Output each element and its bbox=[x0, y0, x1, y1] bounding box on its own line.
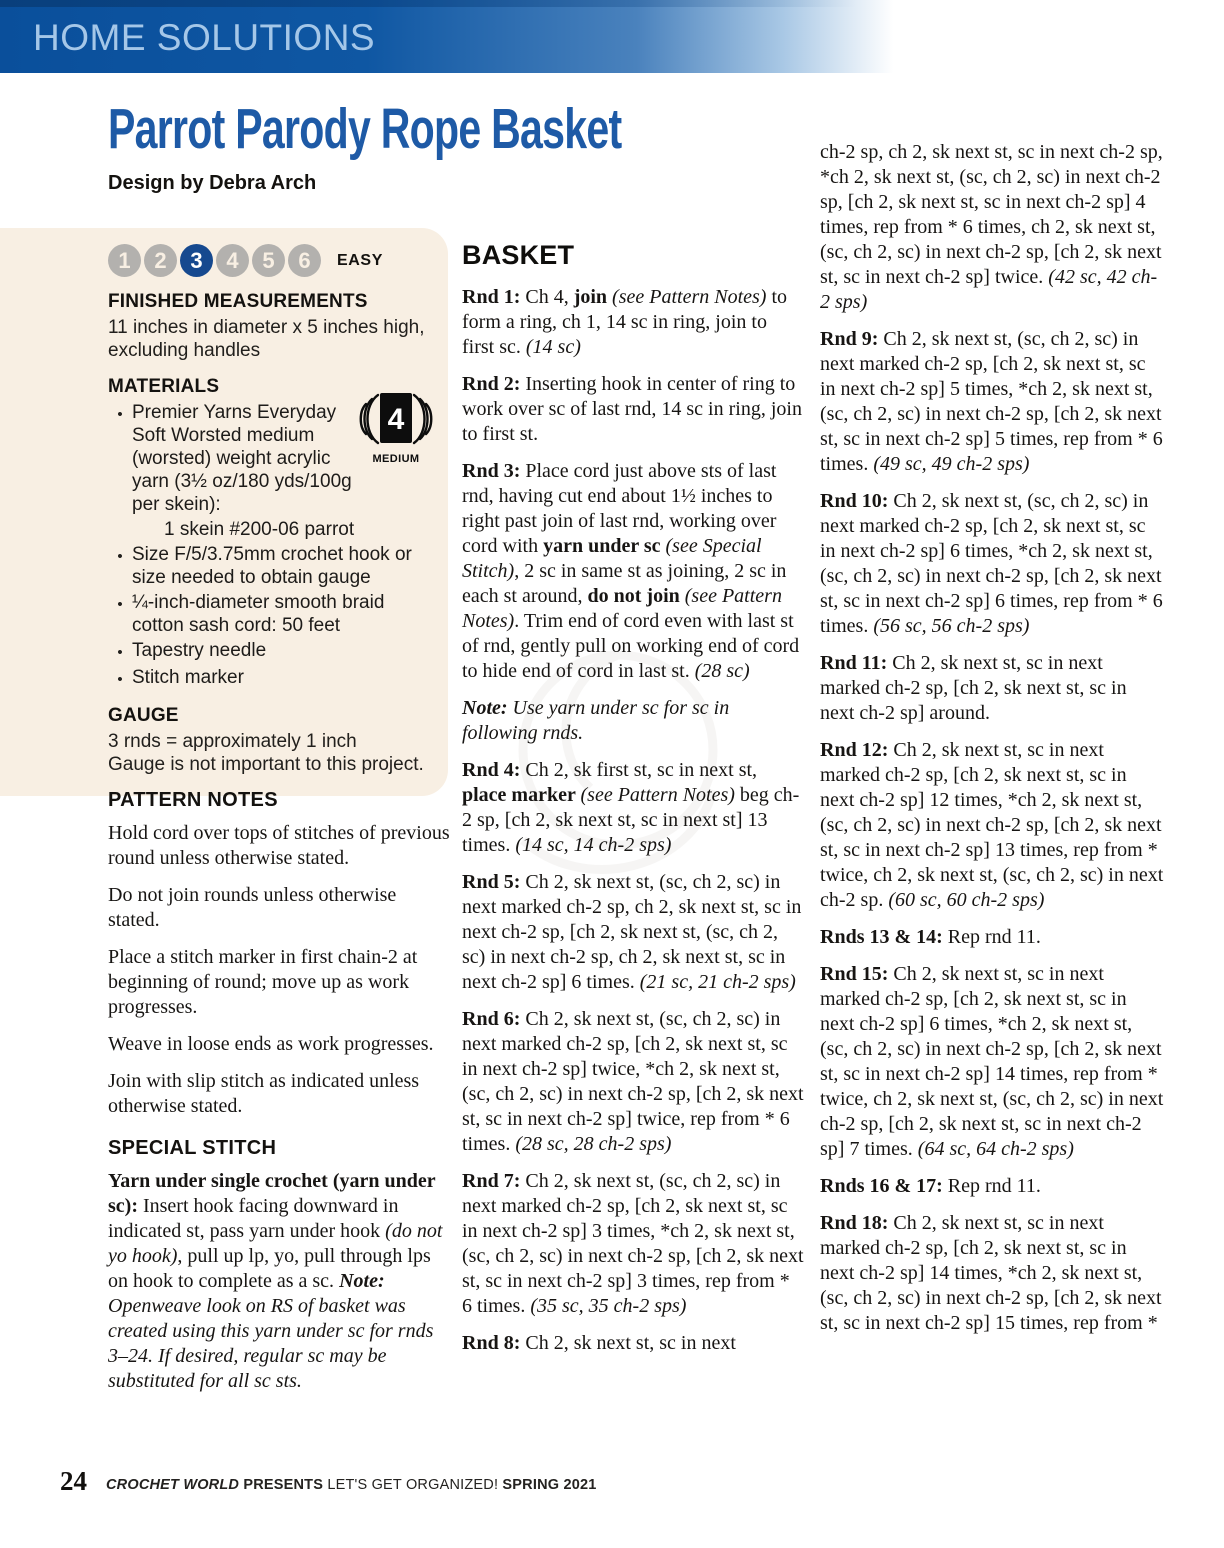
paragraph bbox=[820, 962, 1164, 1162]
skill-circle-6: 6 bbox=[288, 244, 321, 277]
basket-instructions-1 bbox=[462, 285, 804, 1356]
text-run: , pull up lp, yo, pull through lps on hook to complete as a sc. bbox=[108, 1245, 431, 1292]
left-column bbox=[108, 789, 450, 1394]
yarn-weight-icon bbox=[352, 392, 440, 465]
text-run: (see Special Stitch) bbox=[462, 535, 762, 582]
text-run: PRESENTS bbox=[239, 1477, 324, 1493]
text-run: to form a ring, ch 1, 14 sc in ring, join to first sc. bbox=[462, 286, 788, 358]
skill-circle-4: 4 bbox=[216, 244, 249, 277]
paragraph bbox=[820, 489, 1164, 639]
text-run: (60 sc, 60 ch-2 sps) bbox=[888, 889, 1045, 911]
text-run: Do not join rounds unless otherwise stated. bbox=[108, 884, 397, 931]
text-run: Ch 2, sk first st, sc in next st, bbox=[525, 759, 758, 781]
text-line: Gauge is not important to this project. bbox=[108, 754, 424, 775]
text-run: (28 sc, 28 ch-2 sps) bbox=[515, 1133, 672, 1155]
paragraph bbox=[462, 1331, 804, 1356]
material-text: ¼-inch-diameter smooth braid cotton sash cord: 50 feet bbox=[132, 592, 385, 636]
material-subtext: 1 skein #200-06 parrot bbox=[164, 519, 355, 540]
text-run: do not join bbox=[587, 585, 685, 607]
page-title: Parrot Parody Rope Basket bbox=[108, 97, 622, 161]
page-number: 24 bbox=[60, 1466, 87, 1496]
text-line: 3 rnds = approximately 1 inch bbox=[108, 731, 357, 752]
text-run: CROCHET WORLD bbox=[106, 1477, 240, 1493]
text-run: (28 sc) bbox=[694, 660, 750, 682]
bullet-icon: • bbox=[117, 596, 123, 613]
text-run: join bbox=[573, 286, 613, 308]
paragraph bbox=[462, 1169, 804, 1319]
text-run: Ch 2, sk next st, sc in next marked ch-2 sp, [ch 2, sk next st, sc in next ch-2 sp] around. bbox=[820, 652, 1127, 724]
text-run: Openweave look on RS of basket was created using this yarn under sc for rnds 3–24. If desired, regular sc may be substituted for all sc sts. bbox=[108, 1295, 434, 1392]
text-run: Rnd 15: bbox=[820, 963, 894, 985]
bullet-icon: • bbox=[117, 671, 123, 688]
paragraph bbox=[462, 1007, 804, 1157]
info-box bbox=[0, 228, 448, 796]
text-run: Rnd 8: bbox=[462, 1332, 526, 1354]
text-run: Rnd 1: bbox=[462, 286, 526, 308]
text-run: Use yarn under sc for sc in following rnds. bbox=[462, 697, 730, 744]
text-run: Ch 2, sk next st, sc in next bbox=[525, 1332, 736, 1354]
materials-heading: MATERIALS bbox=[108, 376, 220, 397]
text-run: Rnd 5: bbox=[462, 871, 526, 893]
text-run: beg ch-2 sp, [ch 2, sk next st, sc in next st] 13 times. bbox=[462, 784, 800, 856]
material-item bbox=[108, 639, 434, 664]
pattern-notes-heading: PATTERN NOTES bbox=[108, 789, 278, 811]
skill-circles bbox=[108, 244, 324, 277]
text-run: Rnd 12: bbox=[820, 739, 894, 761]
text-run: Weave in loose ends as work progresses. bbox=[108, 1033, 434, 1055]
paragraph bbox=[462, 372, 804, 447]
material-item bbox=[108, 591, 434, 637]
skill-level-indicator bbox=[108, 244, 434, 277]
text-run: Rnd 18: bbox=[820, 1212, 894, 1234]
text-run: (see Pattern Notes) bbox=[462, 585, 782, 632]
text-run: Yarn under single crochet (yarn under sc): bbox=[108, 1170, 436, 1217]
text-run: (42 sc, 42 ch-2 sps) bbox=[820, 266, 1158, 313]
middle-column bbox=[462, 240, 804, 1356]
paragraph bbox=[108, 1032, 450, 1057]
text-run: (14 sc, 14 ch-2 sps) bbox=[515, 834, 672, 856]
special-stitch bbox=[108, 1169, 450, 1394]
finished-measurements-heading: FINISHED MEASUREMENTS bbox=[108, 291, 368, 312]
designer-name: Debra Arch bbox=[209, 172, 317, 194]
skill-circle-1: 1 bbox=[108, 244, 141, 277]
text-run: Rnd 2: bbox=[462, 373, 526, 395]
yarn-weight-label: MEDIUM bbox=[372, 453, 420, 465]
material-item bbox=[108, 543, 434, 589]
yarn-weight-number: 4 bbox=[387, 403, 405, 436]
material-text: Premier Yarns Everyday Soft Worsted medium (worsted) weight acrylic yarn (3½ oz/180 yds/100g per skein): bbox=[132, 402, 352, 515]
text-run: Join with slip stitch as indicated unless otherwise stated. bbox=[108, 1070, 420, 1117]
footer-text bbox=[106, 1477, 597, 1493]
text-run: Place cord just above sts of last rnd, having cut end about 1½ inches to right past join of last rnd, working over cord with bbox=[462, 460, 777, 557]
text-run: Ch 2, sk next st, sc in next marked ch-2 sp, [ch 2, sk next st, sc in next ch-2 sp] 12 times, *ch 2, sk next st, (sc, ch 2, sc) in next ch-2 sp, [ch 2, sk next st, sc in next ch-2 sp] 13 times, rep from * twice, ch 2, sk next st, (sc, ch 2, sc) in next ch-2 sp. bbox=[820, 739, 1164, 911]
paragraph bbox=[108, 1169, 450, 1394]
basket-heading: BASKET bbox=[462, 240, 575, 270]
paragraph bbox=[462, 758, 804, 858]
text-run: Rnd 3: bbox=[462, 460, 526, 482]
text-run: Ch 2, sk next st, (sc, ch 2, sc) in next marked ch-2 sp, ch 2, sk next st, sc in next ch-2 sp, [ch 2, sk next st, (sc, ch 2, sc) in next ch-2 sp, ch 2, sk next st, sc in next ch-2 sp] 6 times. bbox=[462, 871, 802, 993]
text-run: Ch 2, sk next st, (sc, ch 2, sc) in next marked ch-2 sp, [ch 2, sk next st, sc in next ch-2 sp] 5 times, *ch 2, sk next st, (sc, ch 2, sc) in next ch-2 sp, [ch 2, sk next st, sc in next ch-2 sp] 5 times, rep from * 6 times. bbox=[820, 328, 1163, 475]
text-run: (35 sc, 35 ch-2 sps) bbox=[530, 1295, 687, 1317]
material-text: Size F/5/3.75mm crochet hook or size needed to obtain gauge bbox=[132, 544, 412, 588]
paragraph bbox=[820, 327, 1164, 477]
paragraph bbox=[108, 883, 450, 933]
paragraph bbox=[462, 696, 804, 746]
text-run: Inserting hook in center of ring to work over sc of last rnd, 14 sc in ring, join to first st. bbox=[462, 373, 802, 445]
text-run: Rnds 13 & 14: bbox=[820, 926, 948, 948]
text-run: ch-2 sp, ch 2, sk next st, sc in next ch-2 sp, *ch 2, sk next st, (sc, ch 2, sc) in next ch-2 sp, [ch 2, sk next st, sc in next ch-2 sp] 4 times, rep from * 6 times, ch 2, sk next st, (sc, ch 2, sc) in next ch-2 sp, [ch 2, sk next st, sc in next ch-2 sp] twice. bbox=[820, 141, 1163, 288]
bullet-icon: • bbox=[117, 644, 123, 661]
paragraph bbox=[462, 870, 804, 995]
skill-circle-3: 3 bbox=[180, 244, 213, 277]
text-run: Rnd 4: bbox=[462, 759, 526, 781]
text-run: (see Pattern Notes) bbox=[612, 286, 772, 308]
text-run: yarn under sc bbox=[543, 535, 666, 557]
text-run: Rnd 6: bbox=[462, 1008, 526, 1030]
text-run: Rnd 9: bbox=[820, 328, 884, 350]
text-run: Note: bbox=[462, 697, 513, 719]
bullet-icon: • bbox=[117, 406, 123, 423]
text-run: SPRING 2021 bbox=[502, 1477, 597, 1493]
text-run: Ch 2, sk next st, sc in next marked ch-2 sp, [ch 2, sk next st, sc in next ch-2 sp] 6 times, *ch 2, sk next st, (sc, ch 2, sc) in next ch-2 sp, [ch 2, sk next st, sc in next ch-2 sp] 14 times, rep from * twice, ch 2, sk next st, (sc, ch 2, sc) in next ch-2 sp, [ch 2, sk next st, sc in next ch-2 sp] 7 times. bbox=[820, 963, 1164, 1160]
text-run: (56 sc, 56 ch-2 sps) bbox=[873, 615, 1030, 637]
skill-circle-5: 5 bbox=[252, 244, 285, 277]
paragraph bbox=[820, 140, 1164, 315]
text-run: Note: bbox=[339, 1270, 385, 1292]
text-run: Ch 2, sk next st, (sc, ch 2, sc) in next marked ch-2 sp, [ch 2, sk next st, sc in next ch-2 sp] 3 times, *ch 2, sk next st, (sc, ch 2, sc) in next ch-2 sp, [ch 2, sk next st, sc in next ch-2 sp] 3 times, rep from * 6 times. bbox=[462, 1170, 804, 1317]
text-run: place marker bbox=[462, 784, 581, 806]
text-run: . Trim end of cord even with last st of rnd, gently pull on working end of cord to hide end of cord in last st. bbox=[462, 610, 800, 682]
byline bbox=[108, 172, 316, 195]
paragraph bbox=[108, 945, 450, 1020]
bullet-icon: • bbox=[117, 548, 123, 565]
text-run: Ch 4, bbox=[525, 286, 574, 308]
text-run: Rep rnd 11. bbox=[947, 1175, 1041, 1197]
paragraph bbox=[820, 925, 1164, 950]
text-run: LET'S GET ORGANIZED! bbox=[323, 1477, 503, 1493]
paragraph bbox=[820, 651, 1164, 726]
skill-circle-2: 2 bbox=[144, 244, 177, 277]
text-run: Rnds 16 & 17: bbox=[820, 1175, 948, 1197]
paragraph bbox=[820, 738, 1164, 913]
text-run: Rnd 11: bbox=[820, 652, 893, 674]
material-text: Stitch marker bbox=[132, 667, 244, 688]
text-run: Rep rnd 11. bbox=[947, 926, 1041, 948]
text-run: Place a stitch marker in first chain-2 at beginning of round; move up as work progresses. bbox=[108, 946, 418, 1018]
paragraph bbox=[462, 459, 804, 684]
text-run: (21 sc, 21 ch-2 sps) bbox=[639, 971, 796, 993]
pattern-notes bbox=[108, 821, 450, 1119]
text-run: Ch 2, sk next st, sc in next marked ch-2 sp, [ch 2, sk next st, sc in next ch-2 sp] 14 times, *ch 2, sk next st, (sc, ch 2, sc) in next ch-2 sp, [ch 2, sk next st, sc in next ch-2 sp] 15 times, rep from * bbox=[820, 1212, 1162, 1334]
paragraph bbox=[108, 1069, 450, 1119]
text-run: Rnd 7: bbox=[462, 1170, 526, 1192]
paragraph bbox=[108, 821, 450, 871]
material-text: Tapestry needle bbox=[132, 640, 267, 661]
text-run: (64 sc, 64 ch-2 sps) bbox=[917, 1138, 1074, 1160]
basket-instructions-2 bbox=[820, 140, 1164, 1336]
paragraph bbox=[820, 1174, 1164, 1199]
special-stitch-heading: SPECIAL STITCH bbox=[108, 1137, 277, 1159]
skill-label: EASY bbox=[337, 251, 383, 269]
text-run: (49 sc, 49 ch-2 sps) bbox=[873, 453, 1030, 475]
text-run: Insert hook facing downward in indicated st, pass yarn under hook bbox=[108, 1195, 399, 1242]
byline-prefix: Design by bbox=[108, 172, 204, 194]
text-run: Ch 2, sk next st, (sc, ch 2, sc) in next marked ch-2 sp, [ch 2, sk next st, sc in next ch-2 sp] twice, *ch 2, sk next st, (sc, ch 2, sc) in next ch-2 sp, [ch 2, sk next st, sc in next ch-2 sp] twice, rep from * 6 times. bbox=[462, 1008, 804, 1155]
material-item bbox=[108, 666, 434, 691]
section-title: HOME SOLUTIONS bbox=[33, 17, 376, 58]
finished-measurements-text: 11 inches in diameter x 5 inches high, excluding handles bbox=[108, 317, 425, 361]
text-run: (do not yo hook) bbox=[108, 1220, 443, 1267]
text-run: Hold cord over tops of stitches of previous round unless otherwise stated. bbox=[108, 822, 450, 869]
text-run: Ch 2, sk next st, (sc, ch 2, sc) in next marked ch-2 sp, [ch 2, sk next st, sc in next ch-2 sp] 6 times, *ch 2, sk next st, (sc, ch 2, sc) in next ch-2 sp, [ch 2, sk next st, sc in next ch-2 sp] 6 times, rep from * 6 times. bbox=[820, 490, 1163, 637]
yarn-skein-icon bbox=[352, 392, 440, 448]
paragraph bbox=[820, 1211, 1164, 1336]
gauge-text bbox=[108, 730, 434, 776]
text-run: , 2 sc in same st as joining, 2 sc in each st around, bbox=[462, 560, 787, 607]
paragraph bbox=[462, 285, 804, 360]
right-column bbox=[820, 140, 1164, 1336]
section-header-bar bbox=[0, 0, 1224, 73]
text-run: Rnd 10: bbox=[820, 490, 894, 512]
text-run: (14 sc) bbox=[525, 336, 581, 358]
gauge-heading: GAUGE bbox=[108, 705, 179, 726]
text-run: (see Pattern Notes) bbox=[580, 784, 740, 806]
